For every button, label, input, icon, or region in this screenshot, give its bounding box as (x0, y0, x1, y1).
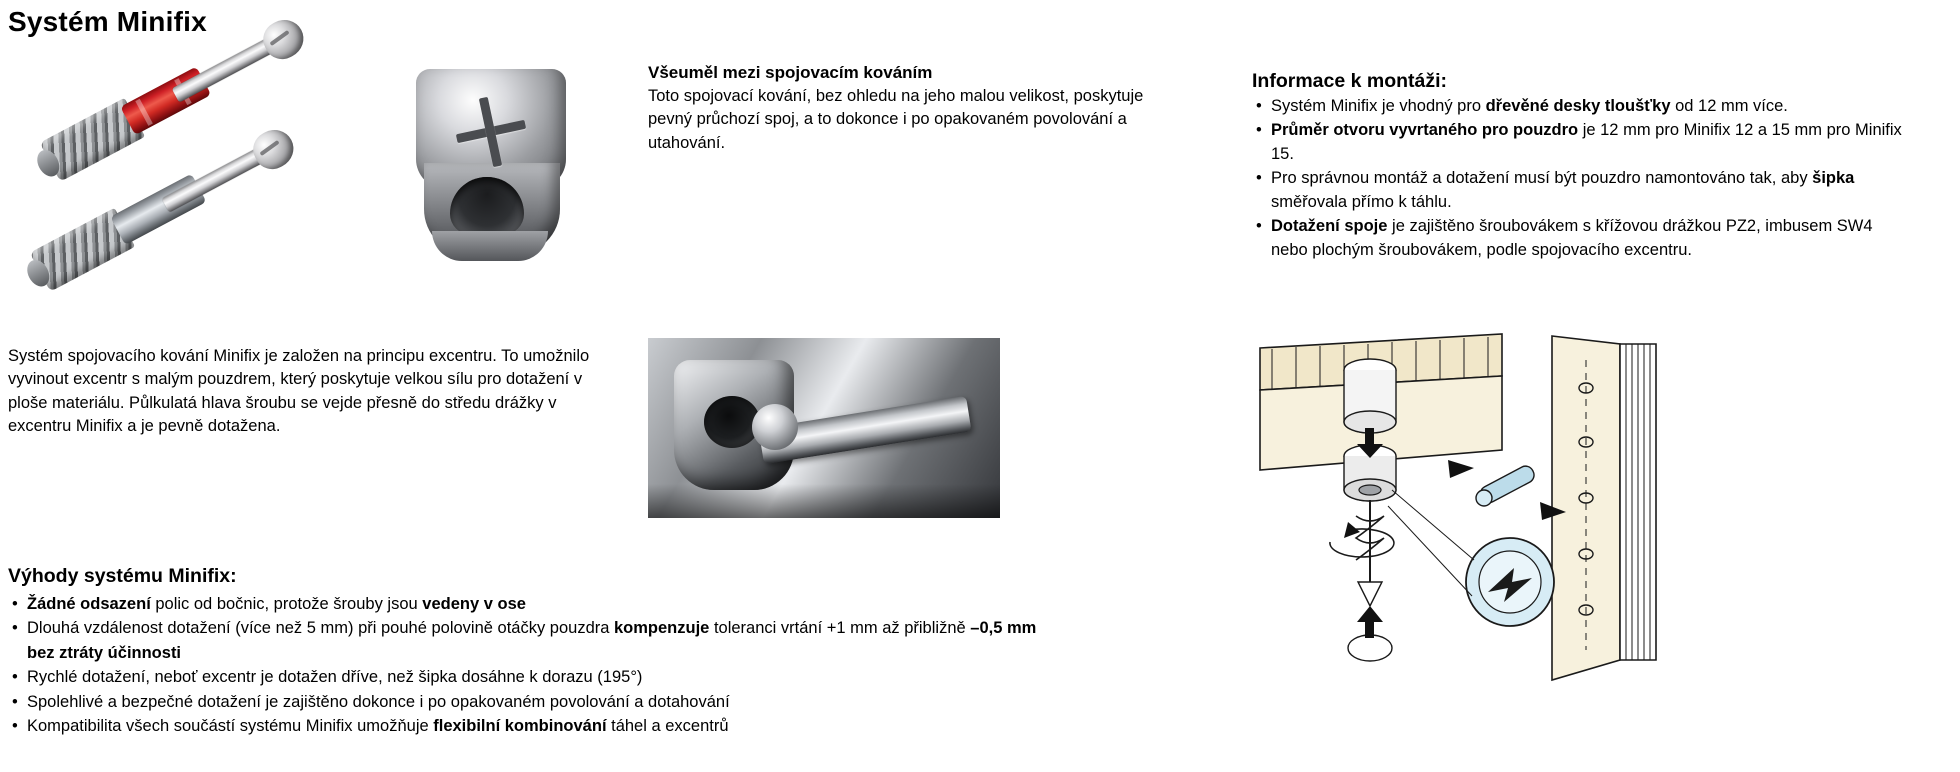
minifix-cam-housing-photo (398, 55, 588, 285)
diagram-vertical-board (1552, 336, 1656, 680)
advantages-item-emphasis: flexibilní kombinování (433, 717, 607, 736)
advantages-item (8, 715, 1188, 738)
assembly-info-list (1252, 95, 1912, 262)
advantages-item-emphasis: Žádné odsazení (27, 595, 151, 613)
assembly-item-text: Systém Minifix je vhodný pro (1271, 97, 1486, 115)
advantages-item (8, 666, 1188, 689)
advantages-block (8, 565, 1188, 740)
advantages-heading: Výhody systému Minifix: (8, 565, 237, 587)
advantages-item (8, 617, 1188, 640)
page-title: Systém Minifix (8, 6, 207, 37)
advantages-item (8, 691, 1188, 714)
principle-text-block (8, 345, 608, 439)
advantages-item-emphasis: vedeny v ose (422, 595, 526, 613)
diagram-cam-housing (1344, 359, 1396, 433)
minifix-joint-closeup-photo (648, 338, 1000, 518)
diagram-screw (1330, 500, 1394, 661)
assembly-item-emphasis: Průměr otvoru vyvrtaného pro pouzdro (1271, 121, 1579, 140)
advantages-item (8, 593, 1188, 616)
advantages-item (8, 642, 1188, 665)
assembly-heading: Informace k montáži: (1252, 70, 1448, 92)
assembly-item-emphasis: šipka (1812, 169, 1855, 188)
advantages-item-text: táhel a excentrů (606, 717, 729, 736)
advantages-item-text: Spolehlivé a bezpečné dotažení je zajištěno dokonce i po opakovaném povolování a dotahování (27, 692, 730, 711)
advantages-item-text: polic od bočnic, protože šrouby jsou (150, 595, 423, 613)
assembly-item-text: směřovala přímo k táhlu. (1271, 192, 1452, 211)
assembly-item-text: od 12 mm více. (1670, 97, 1788, 115)
cam-lip (432, 231, 548, 261)
advantages-item-emphasis: bez ztráty účinnosti (27, 643, 182, 662)
assembly-item-text: je zajištěno šroubovákem s křížovou drážkou PZ2, imbusem SW4 nebo plochým šroubovákem, podle spojovacího excentru. (1271, 217, 1873, 259)
minifix-assembly-diagram (1252, 330, 1712, 690)
bolt-head (257, 13, 310, 65)
intro-heading: Všeuměl mezi spojovacím kováním (648, 63, 933, 82)
joint-bolt-head (752, 404, 798, 450)
assembly-item-emphasis: Dotažení spoje (1271, 217, 1388, 236)
assembly-item-text: je 12 mm pro Minifix 12 a 15 mm pro Minifix 15. (1271, 121, 1902, 163)
minifix-bolts-photo (18, 28, 368, 318)
advantages-item-emphasis: kompenzuje (614, 619, 710, 638)
assembly-item-emphasis: dřevěné desky tloušťky (1485, 97, 1671, 115)
advantages-item-text: Rychlé dotažení, neboť excentr je dotažen dříve, než šipka dosáhne k dorazu (195°) (27, 668, 643, 687)
intro-text-block (648, 63, 1168, 155)
advantages-item-text: Kompatibilita všech součástí systému Minifix umožňuje (27, 717, 434, 736)
joint-shadow (648, 484, 1000, 518)
assembly-info-item (1252, 95, 1912, 118)
diagram-leader-lines (1388, 490, 1474, 596)
diagram-connecting-bolt (1476, 463, 1537, 506)
assembly-info-item (1252, 215, 1912, 262)
advantages-list (8, 593, 1188, 739)
assembly-info-block (1252, 70, 1912, 263)
intro-body: Toto spojovací kování, bez ohledu na jeho malou velikost, poskytuje pevný průchozí spoj, a to dokonce i po opakovaném povolování a utahování. (648, 87, 1144, 152)
advantages-item-text: toleranci vrtání +1 mm až přibližně (709, 619, 971, 638)
bolt-head (247, 123, 300, 175)
assembly-info-item (1252, 167, 1912, 214)
advantages-item-text: Dlouhá vzdálenost dotažení (více než 5 mm) při pouhé polovině otáčky pouzdra (27, 619, 614, 638)
advantages-item-emphasis: –0,5 mm (970, 619, 1037, 638)
principle-body: Systém spojovacího kování Minifix je založen na principu excentru. To umožnilo vyvinout excentr s malým pouzdrem, který poskytuje velkou sílu pro dotažení v ploše materiálu. Půlkulatá hlava šroubu se vejde přesně do středu drážky v excentru Minifix a je pevně dotažena. (8, 347, 590, 436)
phillips-cross-icon (456, 97, 526, 167)
diagram-detail-magnifier (1466, 538, 1554, 626)
assembly-item-text: Pro správnou montáž a dotažení musí být pouzdro namontováno tak, aby (1271, 169, 1813, 188)
assembly-info-item (1252, 119, 1912, 166)
